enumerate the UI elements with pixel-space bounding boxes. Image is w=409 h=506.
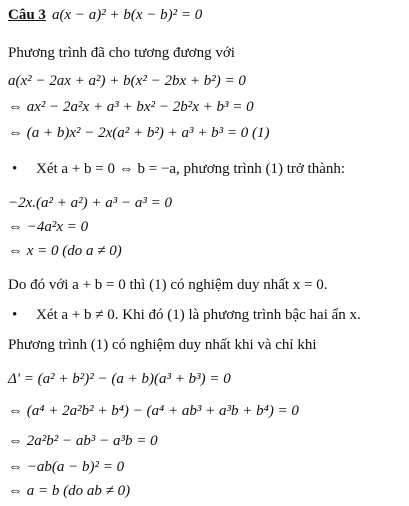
equation-line: ⇔ a = b (do ab ≠ 0) xyxy=(8,483,131,499)
equation-line: ⇔ −ab(a − b)² = 0 xyxy=(8,459,125,475)
bullet-marker: • xyxy=(12,307,18,323)
equation-line: Δ' = (a² + b²)² − (a + b)(a³ + b³) = 0 xyxy=(8,371,231,387)
conclusion-text: Do đó với a + b = 0 thì (1) có nghiệm duy nhất x = 0. xyxy=(8,277,328,293)
case-two-text: Xét a + b ≠ 0. Khi đó (1) là phương trình bậc hai ẩn x. xyxy=(36,307,361,323)
case-one-text: Xét a + b = 0 ⇔ b = −a, phương trình (1) trở thành: xyxy=(36,161,346,177)
equation-line: ⇔ 2a²b² − ab³ − a³b = 0 xyxy=(8,433,158,449)
question-heading xyxy=(8,6,202,24)
equation-line: ⇔ −4a²x = 0 xyxy=(8,219,89,235)
intro-text: Phương trình đã cho tương đương với xyxy=(8,45,235,61)
equation-line: ⇔ (a + b)x² − 2x(a² + b²) + a³ + b³ = 0 (1) xyxy=(8,125,270,141)
question-equation: a(x − a)² + b(x − b)² = 0 xyxy=(51,7,203,23)
condition-text: Phương trình (1) có nghiệm duy nhất khi và chỉ khi xyxy=(8,337,317,353)
equation-line: ⇔ (a⁴ + 2a²b² + b⁴) − (a⁴ + ab³ + a³b + b⁴) = 0 xyxy=(8,403,299,419)
equation-line: ⇔ ax² − 2a²x + a³ + bx² − 2b²x + b³ = 0 xyxy=(8,99,254,115)
question-label: Câu 3 xyxy=(8,7,46,23)
equation-line: −2x.(a² + a²) + a³ − a³ = 0 xyxy=(8,195,172,211)
bullet-marker: • xyxy=(12,161,18,177)
equation-line: ⇔ x = 0 (do a ≠ 0) xyxy=(8,243,122,259)
equation-line: a(x² − 2ax + a²) + b(x² − 2bx + b²) = 0 xyxy=(8,73,246,89)
